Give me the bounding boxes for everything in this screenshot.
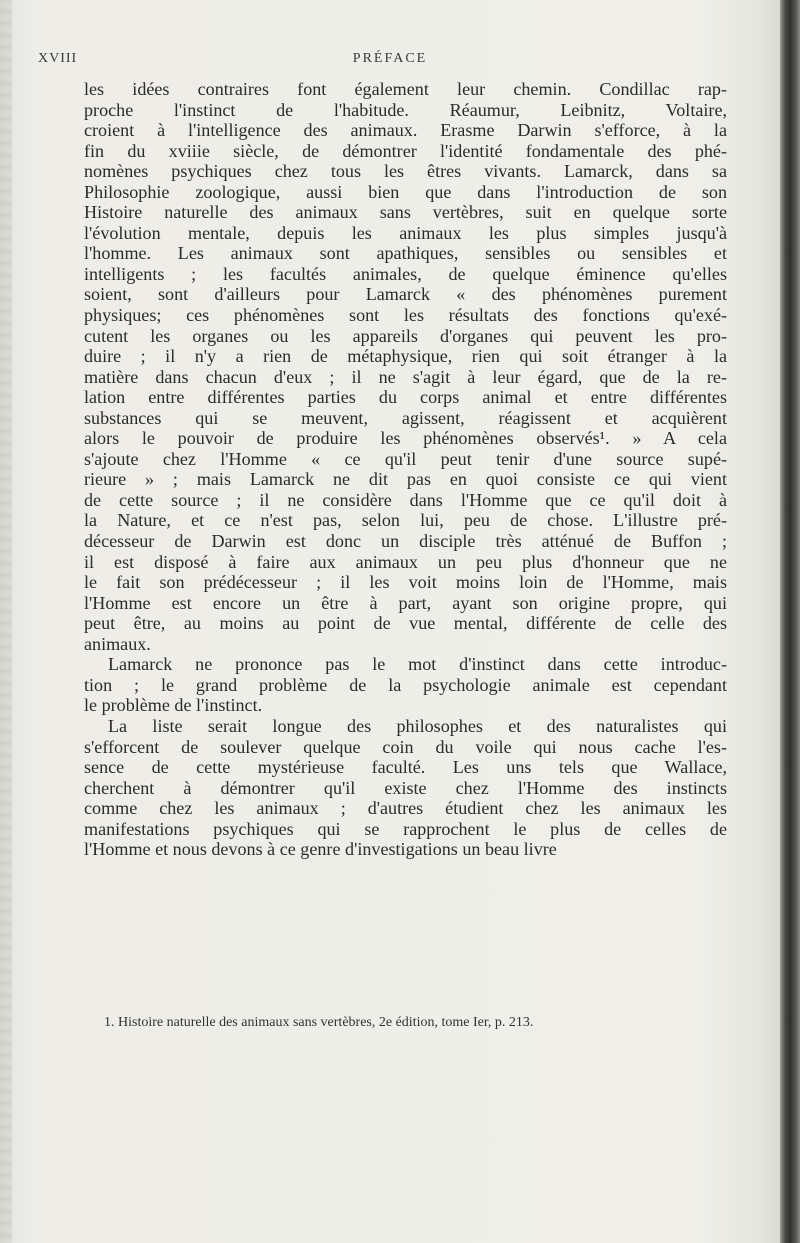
text-line: Philosophie zoologique, aussi bien que dans l'introduction de son — [84, 181, 727, 202]
text-line: l'Homme est encore un être à part, ayant son origine propre, qui — [84, 592, 727, 613]
text-line: Histoire naturelle des animaux sans vertèbres, suit en quelque sorte — [84, 202, 727, 223]
text-line: manifestations psychiques qui se rapprochent le plus de celles de — [84, 818, 727, 839]
text-line: fin du xviiie siècle, de démontrer l'identité fondamentale des phé- — [84, 140, 727, 161]
running-head: PRÉFACE — [352, 51, 428, 66]
text-line: tion ; le grand problème de la psychologie animale est cependant — [84, 674, 727, 695]
page-number: XVIII — [38, 51, 78, 66]
text-line: l'homme. Les animaux sont apathiques, sensibles ou sensibles et — [84, 243, 727, 264]
text-line: la Nature, et ce n'est pas, selon lui, peu de chose. L'illustre pré- — [84, 510, 727, 531]
text-line: l'Homme et nous devons à ce genre d'investigations un beau livre — [84, 839, 557, 860]
text-line: les idées contraires font également leur chemin. Condillac rap- — [84, 79, 727, 99]
page-header — [0, 51, 780, 77]
text-line: physiques; ces phénomènes sont les résultats des fonctions qu'exé- — [84, 305, 727, 326]
text-line: lation entre différentes parties du corps animal et entre différentes — [84, 387, 727, 408]
book-spine-shadow — [780, 0, 800, 1243]
text-line: comme chez les animaux ; d'autres étudient chez les animaux les — [84, 798, 727, 819]
text-line: il est disposé à faire aux animaux un peu plus d'honneur que ne — [84, 551, 727, 572]
footnote: 1. Histoire naturelle des animaux sans vertèbres, 2e édition, tome Ier, p. 213. — [104, 1015, 534, 1030]
text-line: s'ajoute chez l'Homme « ce qu'il peut tenir d'une source supé- — [84, 448, 727, 469]
text-line: proche l'instinct de l'habitude. Réaumur, Leibnitz, Voltaire, — [84, 99, 727, 120]
text-line: le problème de l'instinct. — [84, 695, 263, 716]
text-line: matière dans chacun d'eux ; il ne s'agit à leur égard, que de la re- — [84, 366, 727, 387]
text-line: sence de cette mystérieuse faculté. Les uns tels que Wallace, — [84, 757, 727, 778]
text-line: peut être, au moins au point de vue mental, différente de celle des — [84, 613, 727, 634]
text-line: intelligents ; les facultés animales, de quelque éminence qu'elles — [84, 263, 727, 284]
text-line: de cette source ; il ne considère dans l'Homme que ce qu'il doit à — [84, 489, 727, 510]
text-line: soient, sont d'ailleurs pour Lamarck « des phénomènes purement — [84, 284, 727, 305]
text-line: cherchent à démontrer qu'il existe chez l'Homme des instincts — [84, 777, 727, 798]
text-line: alors le pouvoir de produire les phénomènes observés¹. » A cela — [84, 428, 727, 449]
text-line: nomènes psychiques chez tous les êtres vivants. Lamarck, dans sa — [84, 161, 727, 182]
text-line: Lamarck ne prononce pas le mot d'instinct dans cette introduc- — [108, 654, 727, 675]
text-line: s'efforcent de soulever quelque coin du voile qui nous cache l'es- — [84, 736, 727, 757]
text-line: duire ; il n'y a rien de métaphysique, rien qui soit étranger à la — [84, 346, 727, 367]
text-line: animaux. — [84, 633, 151, 654]
text-line: substances qui se meuvent, agissent, réagissent et acquièrent — [84, 407, 727, 428]
text-line: La liste serait longue des philosophes et des naturalistes qui — [108, 715, 727, 736]
text-line: l'évolution mentale, depuis les animaux les plus simples jusqu'à — [84, 222, 727, 243]
text-line: croient à l'intelligence des animaux. Erasme Darwin s'efforce, à la — [84, 120, 727, 141]
left-page-edge — [0, 0, 12, 1243]
text-line: rieure » ; mais Lamarck ne dit pas en quoi consiste ce qui vient — [84, 469, 727, 490]
body-text — [84, 79, 727, 860]
text-line: le fait son prédécesseur ; il les voit moins loin de l'Homme, mais — [84, 572, 727, 593]
text-line: décesseur de Darwin est donc un disciple très atténué de Buffon ; — [84, 531, 727, 552]
text-line: cutent les organes ou les appareils d'organes qui peuvent les pro- — [84, 325, 727, 346]
